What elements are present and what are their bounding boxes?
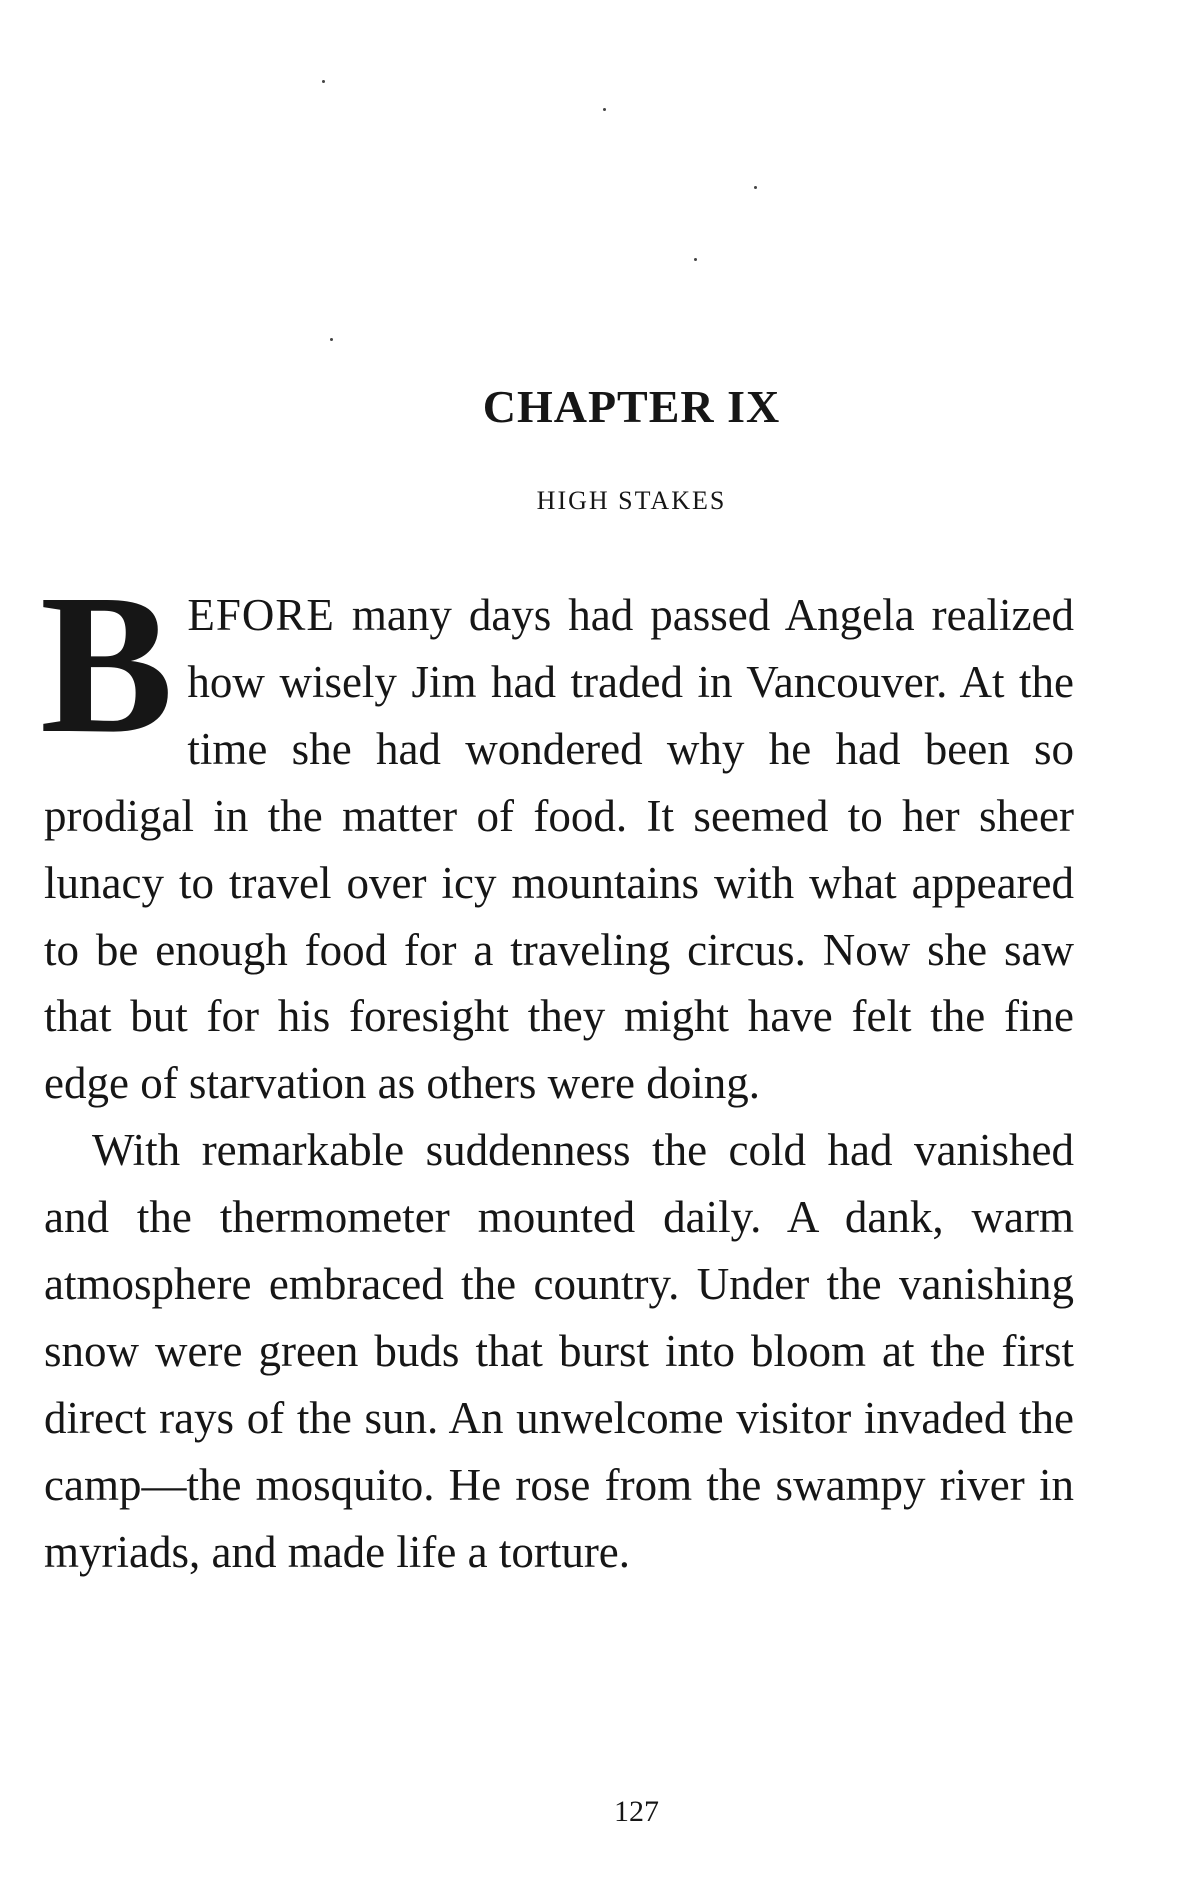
paper-speck (694, 258, 697, 261)
opening-word: EFORE (187, 590, 335, 640)
paragraph (44, 1117, 1074, 1585)
paragraph (40, 554, 1074, 1117)
drop-cap: B (40, 554, 174, 775)
chapter-heading: CHAPTER IX (482, 380, 781, 432)
chapter-body (40, 554, 1074, 1586)
paper-speck (754, 186, 757, 189)
paper-speck (322, 80, 325, 83)
paragraph-text: With remarkable suddenness the cold had vanished and the thermometer mounted daily. A dank, warm atmosphere embraced the country. Under the vanishing snow were green buds that burst into bloom at the first direct rays of the sun. An unwelcome visitor invaded the camp—the mosquito. He rose from the swampy river in myriads, and made life a torture. (44, 1125, 1074, 1577)
paper-speck (330, 338, 333, 341)
chapter-subtitle: HIGH STAKES (536, 486, 727, 515)
paragraph-text: many days had passed Angela realized how wisely Jim had traded in Vancouver. At the time she had wondered why he had been so prodigal in the matter of food. It seemed to her sheer lunacy to travel over icy mountains with what appeared to be enough food for a traveling circus. Now she saw that but for his foresight they might have felt the fine edge of starvation as others were doing. (44, 590, 1074, 1109)
page-number: 127 (614, 1795, 659, 1828)
paper-speck (603, 108, 606, 111)
